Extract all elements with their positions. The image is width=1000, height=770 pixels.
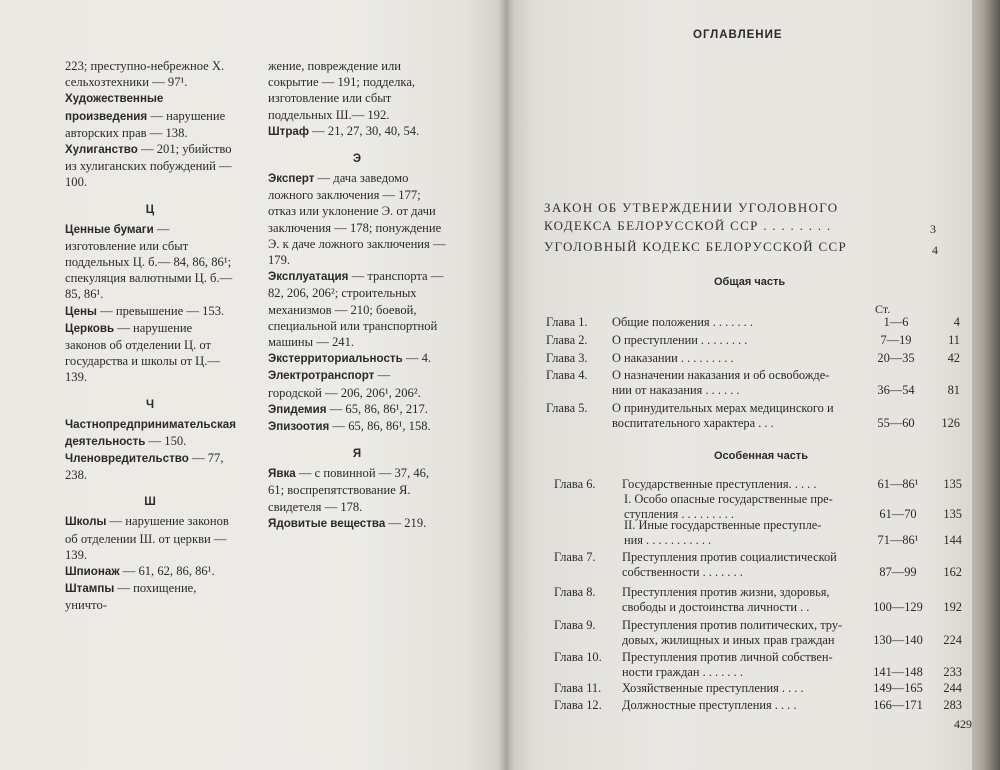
- toc-chapter-title: I. Особо опасные государственные пре-: [624, 492, 833, 506]
- toc-row: [546, 368, 975, 400]
- toc-page-number: 11: [948, 333, 960, 347]
- toc-chapter-title: Преступления против политических, тру-: [622, 618, 843, 632]
- law-approval-line1: ЗАКОН ОБ УТВЕРЖДЕНИИ УГОЛОВНОГО: [544, 200, 839, 215]
- toc-article-range: 36—54: [877, 383, 915, 397]
- law-approval-line2: КОДЕКСА БЕЛОРУССКОЙ ССР . . . . . . . .: [544, 218, 832, 233]
- toc-article-range: 141—148: [873, 665, 923, 679]
- toc-chapter-title: Преступления против личной собствен-: [622, 650, 833, 664]
- index-entry: [65, 303, 235, 320]
- criminal-code-page: 4: [932, 243, 938, 257]
- index-entry: [268, 465, 446, 515]
- toc-chapter-title-cont: ности граждан . . . . . . .: [622, 665, 743, 679]
- index-entry: [65, 563, 235, 580]
- index-entry-text: — нарушение авторских прав — 138.: [65, 108, 226, 140]
- index-entry: [65, 450, 235, 483]
- toc-chapter-number: Глава 11.: [554, 681, 602, 695]
- toc-chapter-title: Должностные преступления . . . .: [622, 698, 797, 712]
- toc-row: [554, 550, 975, 582]
- law-approval-page: 3: [930, 222, 936, 236]
- page-number: 429: [954, 717, 972, 731]
- toc-chapter-title: Государственные преступления. . . . .: [622, 477, 817, 491]
- index-entry-text: жение, повреждение или сокрытие — 191; подделка, изготовление или сбыт поддельных Ш.— 192.: [268, 59, 416, 122]
- index-entry: [268, 515, 446, 532]
- toc-page-number: 192: [943, 600, 962, 614]
- index-entry-term: Цены: [65, 304, 97, 318]
- toc-chapter-number: Глава 1.: [546, 315, 588, 329]
- toc-chapter-title: О принудительных мерах медицинского и: [612, 401, 834, 415]
- index-letter-heading: Ц: [145, 203, 155, 216]
- index-entry-term: Школы: [65, 515, 107, 529]
- index-entry: [268, 58, 446, 123]
- index-column-right: [268, 58, 446, 532]
- toc-chapter-number: Глава 4.: [546, 368, 588, 382]
- index-entry: [65, 221, 235, 303]
- toc-chapter-title-cont: нии от наказания . . . . . .: [612, 383, 740, 397]
- toc-page-number: 42: [947, 351, 960, 365]
- toc-chapter-number: Глава 5.: [546, 401, 588, 415]
- toc-article-range: 61—70: [879, 507, 917, 521]
- index-entry: [268, 418, 446, 435]
- toc-chapter-title-cont: довых, жилищных и иных прав граждан: [622, 633, 835, 647]
- toc-row: [554, 698, 975, 714]
- index-entry-term: Ядовитые вещества: [268, 516, 386, 530]
- toc-page-number: 126: [941, 416, 960, 430]
- index-entry: [65, 141, 235, 191]
- index-entry-term: Церковь: [65, 321, 115, 335]
- index-entry-term: Эпидемия: [268, 402, 327, 416]
- index-entry-term: Эксплуатация: [268, 270, 349, 284]
- index-entry-text: 223; преступно-небрежное Х. сельхозтехники — 97¹.: [65, 59, 225, 90]
- toc-row: [554, 618, 975, 650]
- index-entry-text: — транспорта — 82, 206, 206²; строительных механизмов — 210; боевой, специальной или транспортной машины — 241.: [268, 269, 444, 350]
- index-entry-term: Частнопредпринимательская деятельность: [65, 417, 236, 448]
- toc-chapter-number: Глава 7.: [554, 550, 596, 564]
- index-entry: [65, 58, 235, 90]
- toc-page-number: 135: [943, 507, 962, 521]
- index-letter-heading: Я: [352, 448, 362, 461]
- index-entry-term: Экстерриториальность: [268, 352, 403, 366]
- toc-page-number: 244: [943, 681, 962, 695]
- toc-article-range: 100—129: [873, 600, 923, 614]
- toc-row: [554, 585, 975, 617]
- index-entry-text: — 201; убийство из хулиганских побуждений — 100.: [65, 142, 232, 190]
- index-entry-text: — городской — 206, 206¹, 206².: [268, 368, 421, 400]
- toc-page-number: 162: [943, 565, 962, 579]
- toc-page-number: 233: [943, 665, 962, 679]
- toc-page-number: 135: [943, 477, 962, 491]
- index-entry-term: Штраф: [268, 124, 310, 138]
- index-entry-text: — 219.: [385, 515, 427, 530]
- index-entry-text: — нарушение законов об отделении Ш. от церкви — 139.: [65, 514, 229, 562]
- toc-chapter-number: Глава 12.: [554, 698, 602, 712]
- page-edge: [972, 0, 1000, 770]
- general-part-title: Общая часть: [714, 276, 786, 288]
- toc-chapter-title-cont: собственности . . . . . . .: [622, 565, 743, 579]
- toc-chapter-title: О преступлении . . . . . . . .: [612, 333, 748, 347]
- toc-page-number: 224: [943, 633, 962, 647]
- index-entry-text: — нарушение законов об отделении Ц. от государства и школы от Ц.— 139.: [65, 320, 221, 385]
- index-entry: [268, 123, 446, 140]
- index-letter-heading: Ш: [144, 496, 156, 509]
- index-entry-term: Электротранспорт: [268, 369, 375, 383]
- index-entry-term: Хулиганство: [65, 143, 138, 157]
- toc-article-range: 55—60: [877, 416, 915, 430]
- toc-article-range: 87—99: [879, 565, 917, 579]
- toc-chapter-title-cont: воспитательного характера . . .: [612, 416, 774, 430]
- index-entry: [65, 513, 235, 563]
- toc-chapter-title-cont: ния . . . . . . . . . . .: [624, 533, 712, 547]
- index-entry: [268, 350, 446, 367]
- toc-article-range: 166—171: [873, 698, 923, 712]
- toc-row: [546, 315, 975, 331]
- index-entry: [65, 90, 235, 141]
- index-entry-text: — 61, 62, 86, 86¹.: [119, 564, 215, 579]
- index-entry-text: — с повинной — 37, 46, 61; воспрепятствование Я. свидетеля — 178.: [268, 466, 430, 514]
- special-part-title: Особенная часть: [714, 450, 808, 462]
- toc-chapter-title: II. Иные государственные преступле-: [624, 518, 822, 532]
- index-entry-term: Эпизоотия: [268, 420, 330, 434]
- toc-row: [554, 650, 975, 682]
- toc-row: [554, 681, 975, 697]
- toc-chapter-title: Преступления против жизни, здоровья,: [622, 585, 830, 599]
- index-entry-text: — 65, 86, 86¹, 217.: [326, 401, 428, 416]
- index-entry-text: — дача заведомо ложного заключения — 177; отказ или уклонение Э. от дачи заключения — 178; понуждение Э. к даче ложного заключения — 179.: [268, 171, 446, 268]
- index-entry-term: Ценные бумаги: [65, 222, 154, 236]
- index-entry: [268, 268, 446, 350]
- index-entry-text: — 77, 238.: [65, 451, 224, 483]
- index-entry-term: Эксперт: [268, 172, 315, 186]
- toc-chapter-title: О назначении наказания и об освобожде-: [612, 368, 830, 382]
- index-entry-term: Художественные произведения: [65, 92, 164, 123]
- index-entry-term: Явка: [268, 467, 296, 481]
- toc-page-number: 283: [943, 698, 962, 712]
- toc-article-range: 71—86¹: [877, 533, 919, 547]
- index-entry-text: — превышение — 153.: [96, 303, 225, 318]
- toc-article-range: 1—6: [883, 315, 909, 329]
- toc-chapter-number: Глава 9.: [554, 618, 596, 632]
- toc-row: [554, 477, 975, 493]
- index-letter-heading: Ч: [145, 398, 155, 411]
- index-entry-text: — изготовление или сбыт поддельных Ц. б.— 84, 86, 86¹; спекуляция валютными Ц. б.— 85, 86¹.: [65, 221, 233, 302]
- index-entry-text: — похищение, уничто-: [65, 581, 197, 613]
- toc-chapter-title-cont: свободы и достоинства личности . .: [622, 600, 810, 614]
- toc-chapter-number: Глава 8.: [554, 585, 596, 599]
- toc-page-number: 4: [953, 315, 960, 329]
- toc-chapter-number: Глава 3.: [546, 351, 588, 365]
- toc-title: ОГЛАВЛЕНИЕ: [693, 29, 783, 41]
- index-column-left: [65, 58, 235, 614]
- toc-chapter-number: Глава 2.: [546, 333, 588, 347]
- toc-row: [546, 333, 975, 349]
- toc-chapter-title: Хозяйственные преступления . . . .: [622, 681, 804, 695]
- index-entry: [65, 416, 235, 450]
- index-entry-term: Штампы: [65, 582, 115, 596]
- toc-article-range: 130—140: [873, 633, 923, 647]
- index-entry: [268, 401, 446, 418]
- index-entry: [268, 367, 446, 400]
- toc-article-range: 7—19: [880, 333, 912, 347]
- index-entry: [268, 170, 446, 268]
- index-letter-heading: Э: [352, 153, 362, 166]
- toc-chapter-number: Глава 6.: [554, 477, 596, 491]
- toc-article-range: 149—165: [873, 681, 923, 695]
- index-entry-text: — 150.: [145, 433, 187, 448]
- index-entry-term: Членовредительство: [65, 452, 189, 466]
- toc-page-number: 144: [943, 533, 962, 547]
- toc-page-number: 81: [947, 383, 960, 397]
- index-entry: [65, 320, 235, 386]
- toc-row: [546, 351, 975, 367]
- toc-chapter-title: Преступления против социалистической: [622, 550, 837, 564]
- toc-row: [554, 518, 975, 550]
- articles-header: Ст.: [875, 302, 891, 316]
- toc-chapter-title: О наказании . . . . . . . . .: [612, 351, 734, 365]
- index-entry-text: — 4.: [402, 351, 432, 366]
- index-entry-term: Шпионаж: [65, 565, 120, 579]
- criminal-code-title: УГОЛОВНЫЙ КОДЕКС БЕЛОРУССКОЙ ССР: [544, 239, 847, 254]
- toc-chapter-title-cont: ступления . . . . . . . . .: [624, 507, 734, 521]
- toc-article-range: 20—35: [877, 351, 915, 365]
- book-spine: [498, 0, 514, 770]
- toc-row: [546, 401, 975, 433]
- index-entry-text: — 65, 86, 86¹, 158.: [329, 419, 431, 434]
- toc-chapter-title: Общие положения . . . . . . .: [612, 315, 753, 329]
- index-entry: [65, 580, 235, 613]
- toc-article-range: 61—86¹: [877, 477, 919, 491]
- toc-chapter-number: Глава 10.: [554, 650, 602, 664]
- index-entry-text: — 21, 27, 30, 40, 54.: [309, 123, 420, 138]
